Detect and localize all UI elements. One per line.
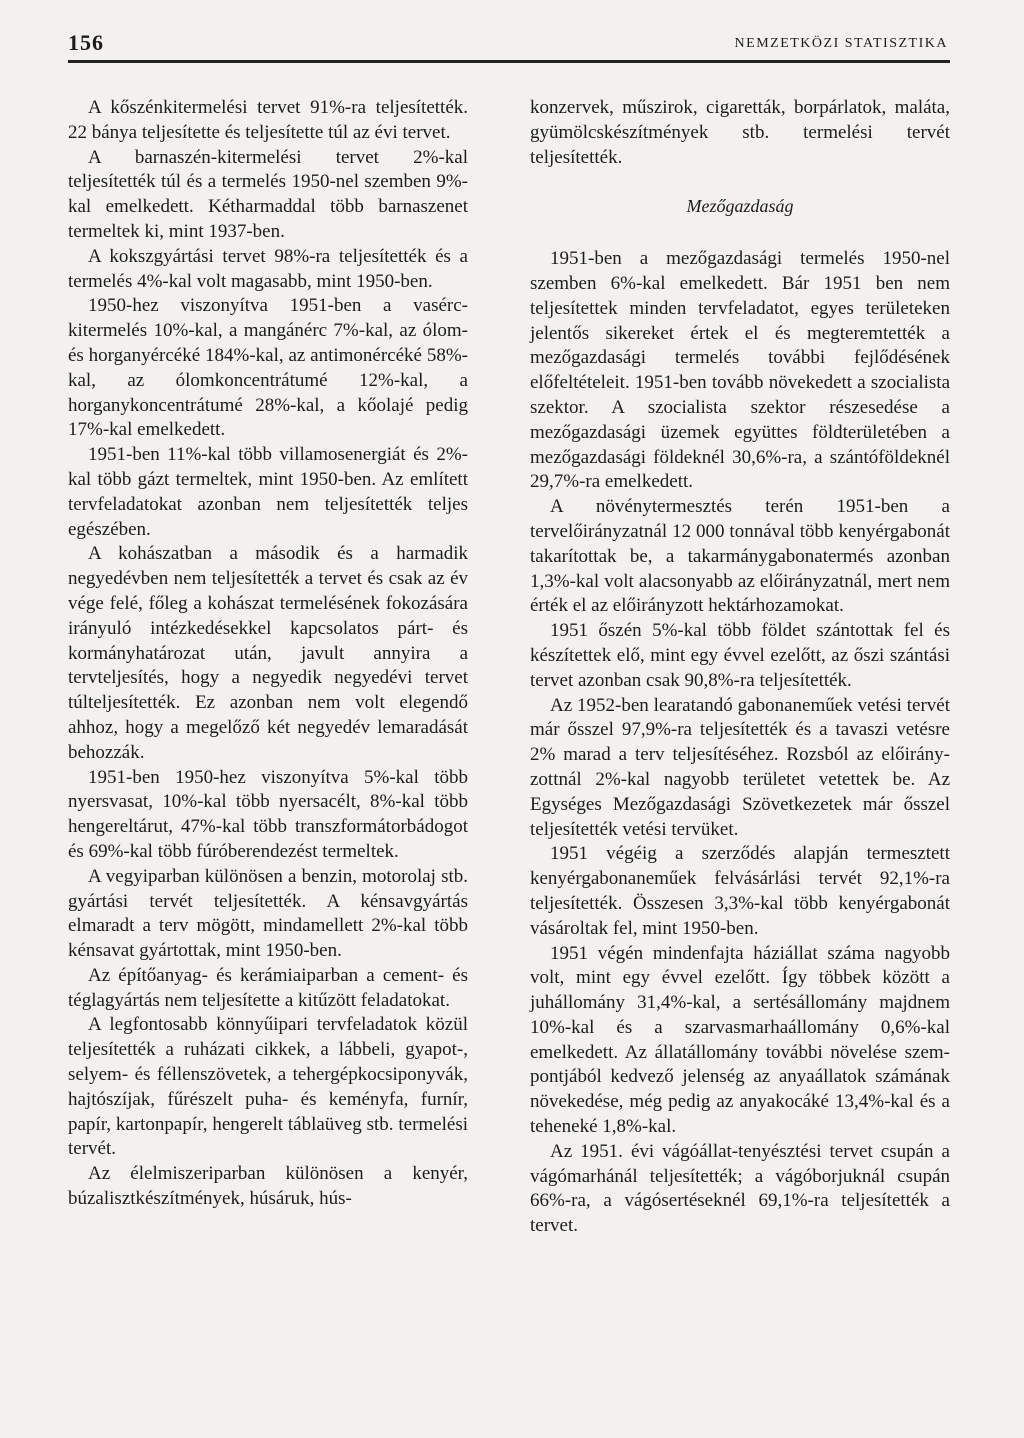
paragraph: 1950-hez viszonyítva 1951-ben a vasérckitermelés 10%-kal, a mangánérc 7%-kal, az ólom- és horganyércéké 184%-kal, az antimonércéké 58%-kal, az ólomkoncentrátumé 12%-kal, a horganykoncentrátumé 28%-kal, a kőolajé pedig 17%-kal emelkedett. — [68, 295, 468, 441]
left-column — [68, 96, 468, 1212]
page-header — [68, 30, 948, 60]
paragraph: Az élelmiszeriparban különösen a kenyér, búzalisztkészítmények, húsáruk, hús- — [68, 1163, 468, 1210]
paragraph: Az 1951. évi vágóállat-tenyésztési tervet csupán a vágómarhánál teljesítették; a vágóborjuknál csupán 66%-ra, a vágósertéseknél 69,1%-ra teljesítették a tervet. — [530, 1140, 950, 1237]
paragraph: 1951-ben a mezőgazdasági termelés 1950-nel szemben 6%-kal emelkedett. Bár 1951 ben nem teljesítettek minden tervfeladatot, egyes területeken jelentős sikereket értek el és megteremtették a mezőgazdasági termelés további fejlődésének előfeltételeit. 1951-ben tovább növekedett a szocialista szektor. A szocialista szektor részesedése a mezőgazdasági üzemek együttes földterületében a mezőgazdasági földeknél 30,6%-ra, a szántóföldeknél 29,7%-ra emelkedett. — [530, 248, 950, 493]
paragraph: A kokszgyártási tervet 98%-ra teljesítették és a termelés 4%-kal volt magasabb, mint 1950-ben. — [68, 245, 468, 292]
paragraph-continuation: konzervek, műszirok, cigaretták, borpárlatok, maláta, gyümölcskészítmények stb. termelési tervét teljesítették. — [530, 97, 950, 168]
paragraph: 1951-ben 11%-kal több villamosenergiát és 2%-kal több gázt termeltek, mint 1950-ben. Az említett tervfeladatokat azonban nem teljesítették teljes egészében. — [68, 444, 468, 540]
paragraph: Az építőanyag- és kerámiaiparban a cement- és téglagyártás nem teljesítette a kitűzött feladatokat. — [68, 964, 468, 1011]
paragraph: A kőszénkitermelési tervet 91%-ra teljesítették. 22 bánya teljesítette és teljesítette túl az évi tervet. — [68, 97, 468, 143]
paragraph: A kohászatban a második és a harmadik negyedévben nem teljesítették a tervet és csak az év vége felé, főleg a kohászat termelésének fokozására irányuló intézkedésekkel kapcsolatos párt- és kormányhatározat után, javult annyira a tervteljesítés, hogy a negyedik negyedévi tervet túlteljesítették. Ez azonban nem volt elegendő ahhoz, hogy a megelőző két negyedév lemaradását behozzák. — [68, 543, 468, 763]
paragraph: 1951-ben 1950-hez viszonyítva 5%-kal több nyersvasat, 10%-kal több nyersacélt, 8%-kal több hengereltárut, 47%-kal több transzformátorbádogot és 69%-kal több fúróberendezést termeltek. — [68, 766, 468, 862]
paragraph: A legfontosabb könnyűipari tervfeladatok közül teljesítették a ruházati cikkek, a lábbeli, gyapot-, selyem- és féllenszövetek, a tehergépkocsiponyvák, hajtószíjak, fűrészelt puha- és keményfa, furnír, papír, kartonpapír, hengerelt táblaüveg stb. termelési tervét. — [68, 1014, 468, 1160]
paragraph: 1951 végén mindenfajta háziállat száma nagyobb volt, mint egy évvel ezelőtt. Így többek között a juhállomány 31,4%-kal, a sertésállomány majdnem 10%-kal és a szarvasmarhaállomány 0,6%-kal emelkedett. Az állatállomány további növelése szempontjából kedvező jelenség az anyaállatok számának növekedése, még pedig az anyakocáké 13,4%-kal és a teheneké 1,8%-kal. — [530, 942, 950, 1138]
paragraph: Az 1952-ben learatandó gabonaneműek vetési tervét már ősszel 97,9%-ra teljesítették és a tavaszi vetésre 2% marad a terv teljesítéséhez. Rozsból az előirányzottnál 2%-kal nagyobb területet vetettek be. Az Egységes Mezőgazdasági Szövetkezetek már ősszel teljesítették vetési tervüket. — [530, 694, 950, 840]
header-rule — [68, 60, 950, 63]
page-number: 156 — [68, 30, 104, 55]
section-heading: Mezőgazdaság — [686, 196, 794, 217]
paragraph: A barnaszén-kitermelési tervet 2%-kal teljesítették túl és a termelés 1950-nel szemben 9%-kal emelkedett. Kétharmaddal több barnaszenet termeltek ki, mint 1937-ben. — [68, 146, 468, 242]
paragraph: A növénytermesztés terén 1951-ben a tervelőirányzatnál 12 000 tonnával több kenyérgabonát takarítottak be, a takarmánygabonatermés azonban 1,3%-kal volt alacsonyabb az előirányzatnál, mert nem érték el az előirányzott hektárhozamokat. — [530, 496, 950, 617]
paragraph: 1951 végéig a szerződés alapján termesztett kenyérgabonaneműek felvásárlási tervét 92,1%-ra teljesítették. Összesen 3,3%-kal több kenyérgabonát vásároltak fel, mint 1950-ben. — [530, 843, 950, 939]
right-column — [530, 96, 950, 1239]
paragraph: A vegyiparban különösen a benzin, motorolaj stb. gyártási tervét teljesítették. A kénsavgyártás elmaradt a terv mögött, mindamellett 2%-kal több kénsavat gyártottak, mint 1950-ben. — [68, 865, 468, 962]
running-title: NEMZETKÖZI STATISZTIKA — [734, 36, 948, 51]
paragraph: 1951 őszén 5%-kal több földet szántottak fel és készítettek elő, mint egy évvel ezelőtt, az őszi szántási tervet azonban csak 90,8%-ra teljesítették. — [530, 620, 950, 691]
